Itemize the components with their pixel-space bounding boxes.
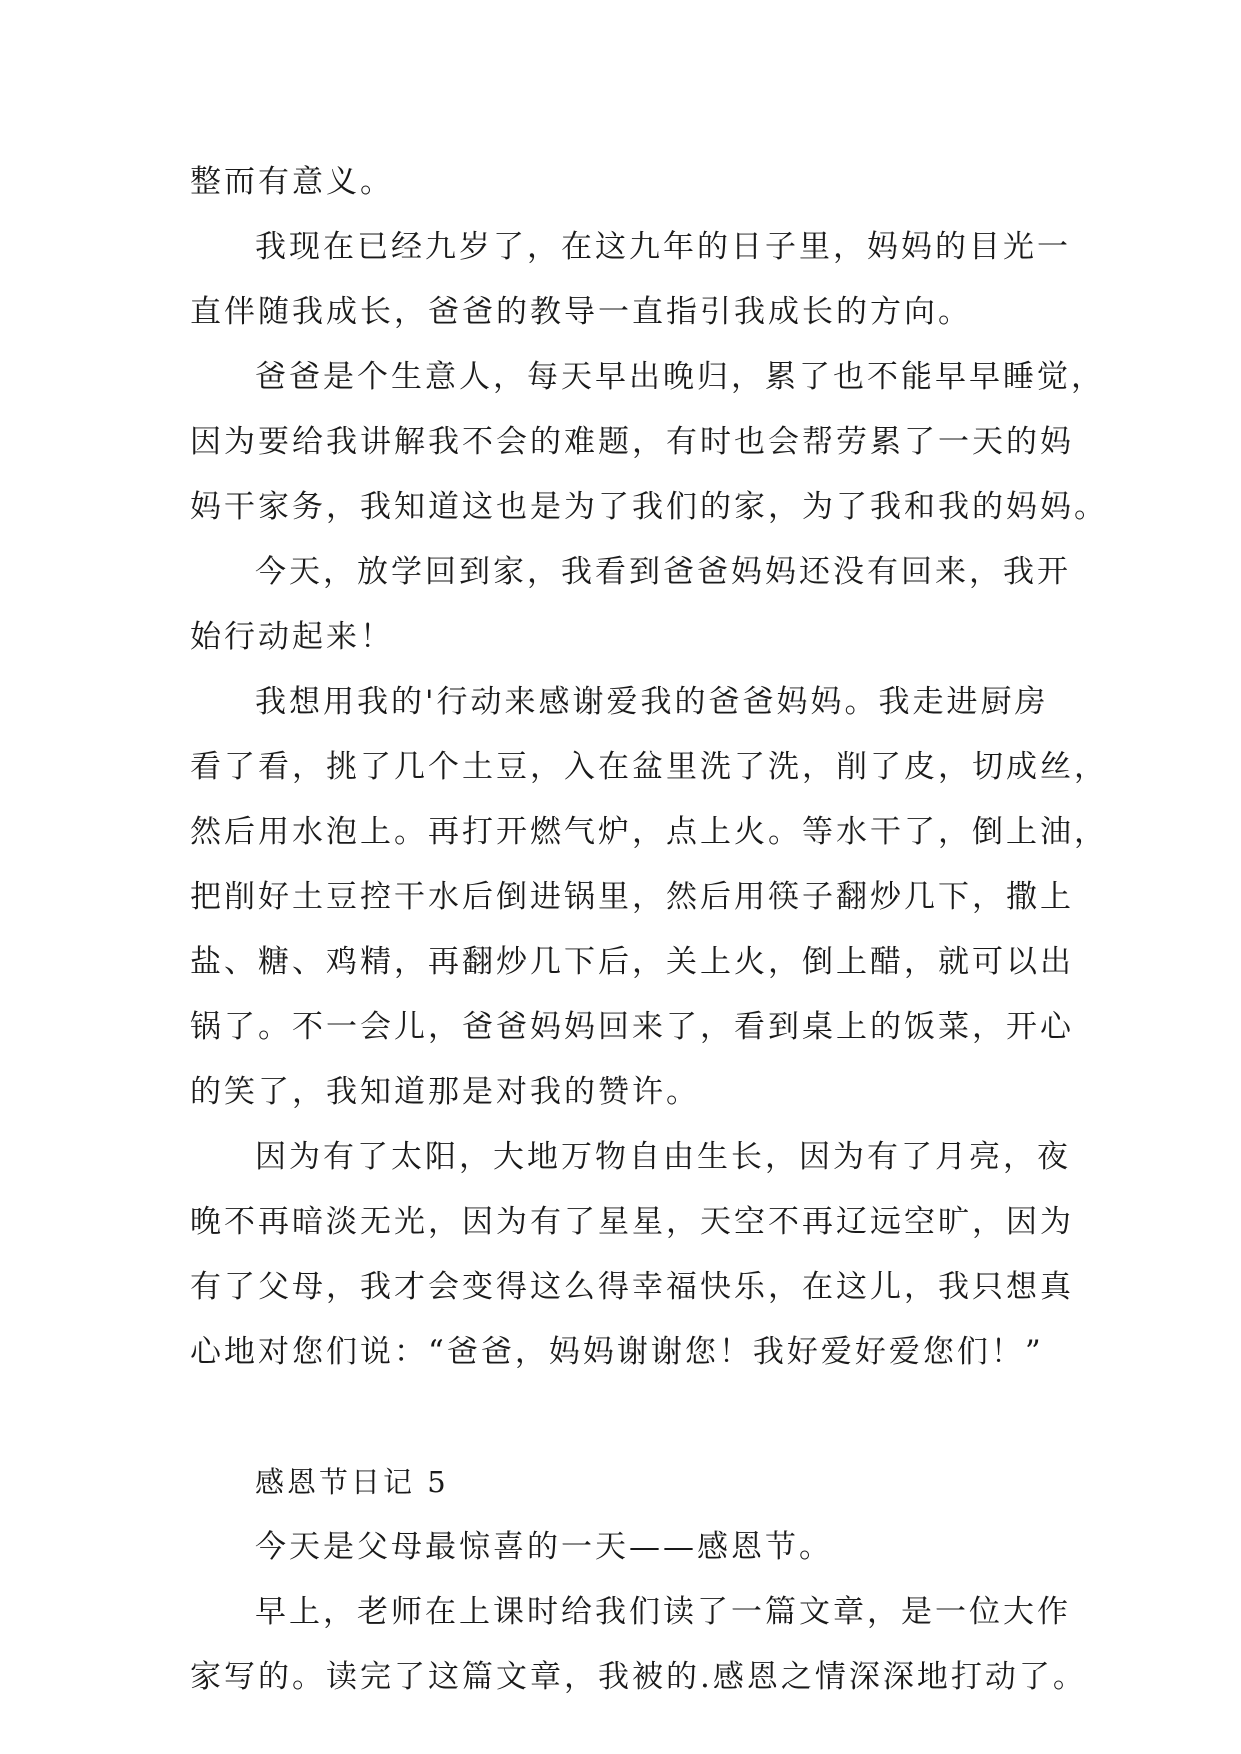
paragraph-line: 妈干家务，我知道这也是为了我们的家，为了我和我的妈妈。 [190,489,1108,525]
paragraph-line: 把削好土豆控干水后倒进锅里，然后用筷子翻炒几下，撒上 [190,879,1074,915]
paragraph-line: 因为要给我讲解我不会的难题，有时也会帮劳累了一天的妈 [190,424,1074,460]
paragraph-line: 晚不再暗淡无光，因为有了星星，天空不再辽远空旷，因为 [190,1204,1074,1240]
paragraph-line: 然后用水泡上。再打开燃气炉，点上火。等水干了，倒上油， [190,814,1108,850]
paragraph-line: 始行动起来！ [190,619,394,655]
section-spacer [190,1385,1090,1450]
section-heading: 感恩节日记 5 [255,1465,449,1499]
paragraph [190,345,1108,540]
paragraph-line: 今天是父母最惊喜的一天——感恩节。 [255,1529,833,1565]
paragraph-line: 有了父母，我才会变得这么得幸福快乐，在这儿，我只想真 [190,1269,1074,1305]
paragraph [190,215,1090,345]
document-body [190,150,1108,1710]
paragraph-line: 看了看，挑了几个土豆，入在盆里洗了洗，削了皮，切成丝， [190,749,1108,785]
paragraph-continuation [190,150,1090,215]
paragraph [190,670,1108,1125]
paragraph [190,1515,1090,1580]
paragraph-line: 家写的。读完了这篇文章，我被的.感恩之情深深地打动了。 [190,1659,1087,1695]
paragraph [190,1580,1090,1710]
paragraph [190,540,1090,670]
paragraph [190,1125,1090,1385]
paragraph-line: 因为有了太阳，大地万物自由生长，因为有了月亮，夜 [255,1139,1071,1175]
paragraph-line: 直伴随我成长，爸爸的教导一直指引我成长的方向。 [190,294,972,330]
paragraph-line: 爸爸是个生意人，每天早出晚归，累了也不能早早睡觉， [255,359,1105,395]
paragraph-line: 整而有意义。 [190,164,394,200]
paragraph-line: 今天，放学回到家，我看到爸爸妈妈还没有回来，我开 [255,554,1071,590]
paragraph-line: 心地对您们说：“爸爸，妈妈谢谢您！我好爱好爱您们！” [190,1334,1044,1370]
paragraph-line: 我现在已经九岁了，在这九年的日子里，妈妈的目光一 [255,229,1071,265]
paragraph-line: 的笑了，我知道那是对我的赞许。 [190,1074,700,1110]
paragraph-line: 早上，老师在上课时给我们读了一篇文章，是一位大作 [255,1594,1071,1630]
paragraph-line: 我想用我的'行动来感谢爱我的爸爸妈妈。我走进厨房 [255,684,1049,720]
paragraph-line: 锅了。不一会儿，爸爸妈妈回来了，看到桌上的饭菜，开心 [190,1009,1074,1045]
paragraph-line: 盐、糖、鸡精，再翻炒几下后，关上火，倒上醋，就可以出 [190,944,1074,980]
